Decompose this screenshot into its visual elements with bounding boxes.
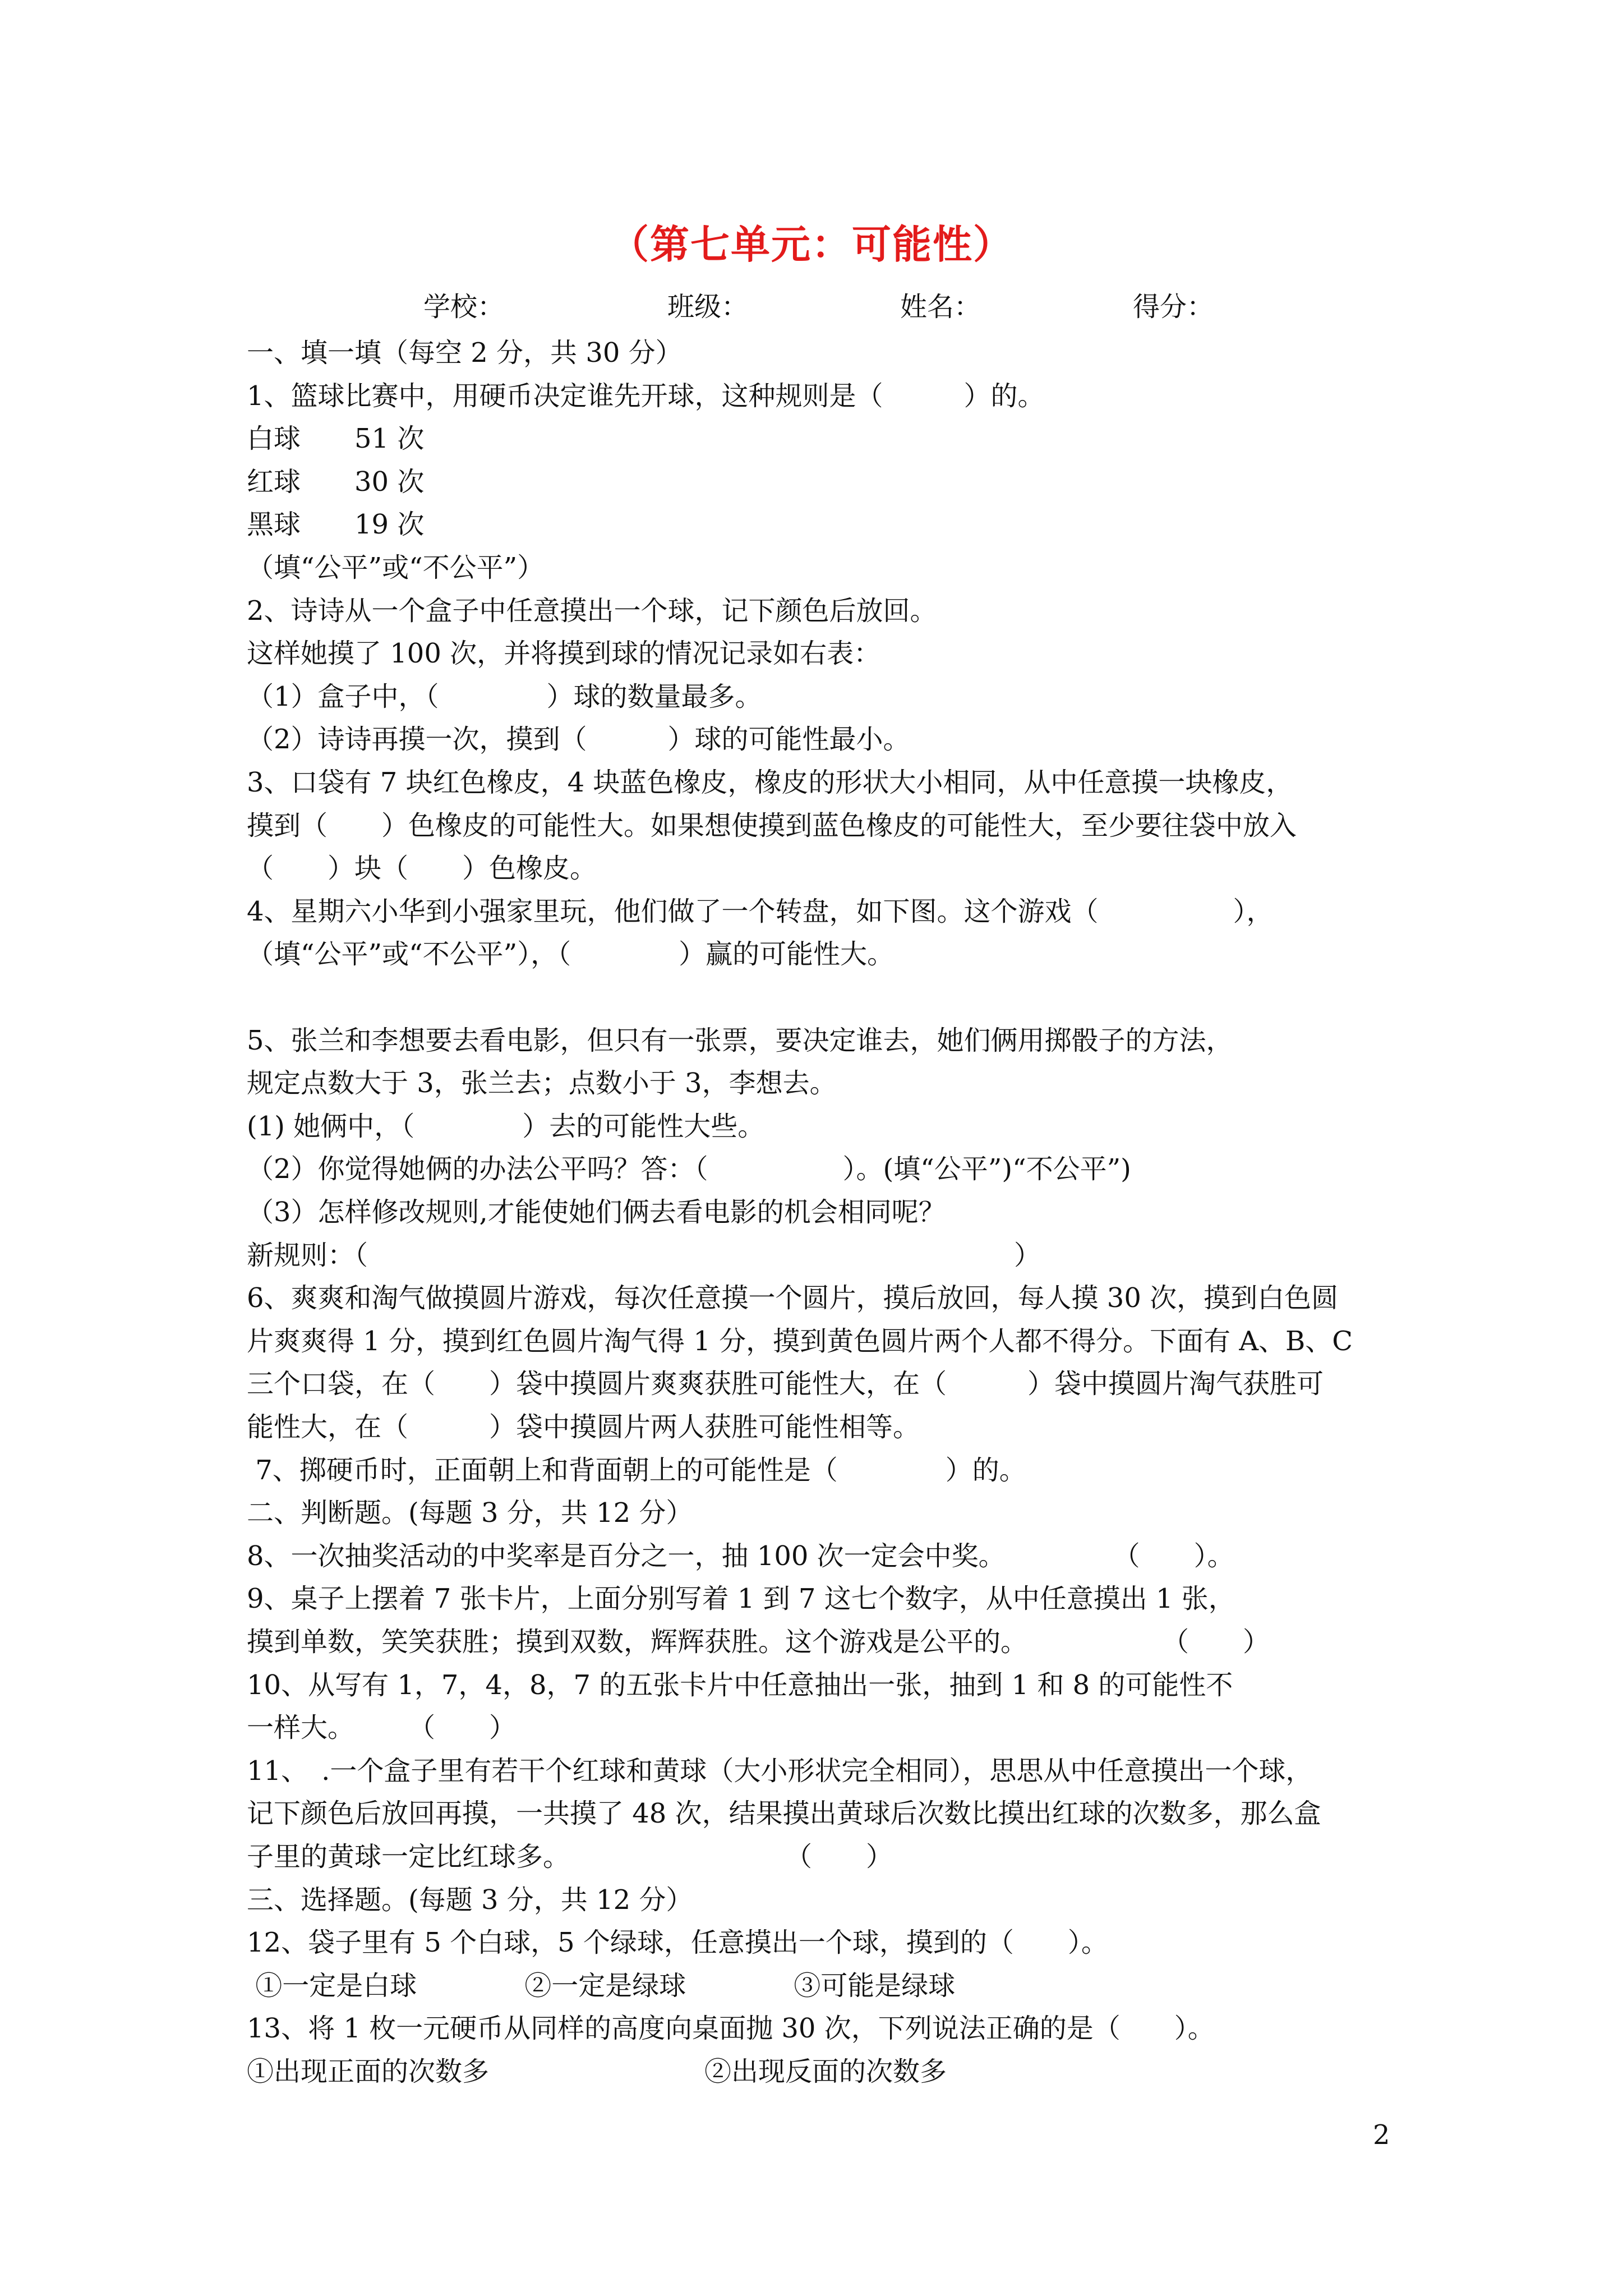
- page-title: （第七单元：可能性）: [610, 222, 1013, 268]
- text-line: 一样大。 （ ）: [247, 1712, 517, 1743]
- text-line: 摸到（ ）色橡皮的可能性大。如果想使摸到蓝色橡皮的可能性大，至少要往袋中放入: [247, 810, 1297, 841]
- text-line: 11、 .一个盒子里有若干个红球和黄球（大小形状完全相同），思思从中任意摸出一个球，: [247, 1755, 1313, 1787]
- text-line: 新规则：（ ）: [247, 1240, 1041, 1271]
- text-line: 摸到单数，笑笑获胜；摸到双数，辉辉获胜。这个游戏是公平的。 （ ）: [247, 1626, 1270, 1658]
- text-line: 能性大，在（ ）袋中摸圆片两人获胜可能性相等。: [247, 1411, 920, 1443]
- page-number: 2: [1373, 2119, 1390, 2151]
- text-line: （2）你觉得她俩的办法公平吗？答：（ ）。(填“公平”)“不公平”): [247, 1153, 1131, 1185]
- text-line: 3、口袋有 7 块红色橡皮，4 块蓝色橡皮，橡皮的形状大小相同，从中任意摸一块橡皮，: [247, 767, 1293, 798]
- text-line: 三个口袋，在（ ）袋中摸圆片爽爽获胜可能性大，在（ ）袋中摸圆片淘气获胜可: [247, 1368, 1324, 1400]
- text-line: 这样她摸了 100 次，并将摸到球的情况记录如右表：: [247, 638, 881, 669]
- text-line: 1、篮球比赛中，用硬币决定谁先开球，这种规则是（ ）的。: [247, 380, 1045, 412]
- name-label: 姓名：: [900, 291, 981, 323]
- text-line: （ ）块（ ）色橡皮。: [247, 853, 597, 884]
- text-line: （3）怎样修改规则,才能使她们俩去看电影的机会相同呢？: [247, 1197, 946, 1228]
- text-line: （2）诗诗再摸一次，摸到（ ）球的可能性最小。: [247, 724, 910, 755]
- text-line: 6、爽爽和淘气做摸圆片游戏，每次任意摸一个圆片，摸后放回，每人摸 30 次，摸到白色圆: [247, 1282, 1339, 1314]
- text-line: 8、一次抽奖活动的中奖率是百分之一，抽 100 次一定会中奖。 （ ）。: [247, 1540, 1234, 1572]
- text-line: 黑球 19 次: [247, 509, 425, 540]
- text-line: 4、星期六小华到小强家里玩，他们做了一个转盘，如下图。这个游戏（ ），: [247, 896, 1274, 927]
- text-line: 二、判断题。(每题 3 分，共 12 分）: [247, 1497, 693, 1529]
- text-line: （填“公平”或“不公平”），（ ）赢的可能性大。: [247, 938, 895, 970]
- text-line: 2、诗诗从一个盒子中任意摸出一个球，记下颜色后放回。: [247, 595, 937, 627]
- text-line: 三、选择题。(每题 3 分，共 12 分）: [247, 1884, 693, 1916]
- text-line: 记下颜色后放回再摸，一共摸了 48 次，结果摸出黄球后次数比摸出红球的次数多，那么盒: [247, 1798, 1321, 1829]
- text-line: 12、袋子里有 5 个白球，5 个绿球，任意摸出一个球，摸到的（ ）。: [247, 1927, 1108, 1958]
- text-line: 子里的黄球一定比红球多。 （ ）: [247, 1841, 893, 1872]
- text-line: 红球 30 次: [247, 466, 425, 498]
- text-line: 9、桌子上摆着 7 张卡片，上面分别写着 1 到 7 这七个数字，从中任意摸出 1 张，: [247, 1583, 1235, 1614]
- text-line: (1) 她俩中，（ ）去的可能性大些。: [247, 1111, 765, 1142]
- text-line: 10、从写有 1，7，4，8，7 的五张卡片中任意抽出一张，抽到 1 和 8 的可能性不: [247, 1669, 1233, 1701]
- text-line: ①一定是白球 ②一定是绿球 ③可能是绿球: [247, 1970, 956, 2001]
- school-label: 学校：: [423, 291, 505, 323]
- class-label: 班级：: [667, 291, 749, 323]
- text-line: 7、掷硬币时，正面朝上和背面朝上的可能性是（ ）的。: [247, 1455, 1026, 1486]
- text-line: 13、将 1 枚一元硬币从同样的高度向桌面抛 30 次，下列说法正确的是（ ）。: [247, 2013, 1215, 2044]
- text-line: 5、张兰和李想要去看电影，但只有一张票，要决定谁去，她们俩用掷骰子的方法，: [247, 1025, 1233, 1056]
- text-line: 白球 51 次: [247, 423, 425, 454]
- text-line: （填“公平”或“不公平”）: [247, 552, 545, 583]
- text-line: 片爽爽得 1 分，摸到红色圆片淘气得 1 分，摸到黄色圆片两个人都不得分。下面有 A、B、C: [247, 1326, 1353, 1357]
- text-line: 一、填一填（每空 2 分，共 30 分）: [247, 337, 683, 369]
- score-label: 得分：: [1133, 291, 1214, 323]
- text-line: （1）盒子中，（ ）球的数量最多。: [247, 681, 762, 712]
- text-line: 规定点数大于 3，张兰去；点数小于 3，李想去。: [247, 1068, 837, 1099]
- text-line: ①出现正面的次数多 ②出现反面的次数多: [247, 2056, 947, 2087]
